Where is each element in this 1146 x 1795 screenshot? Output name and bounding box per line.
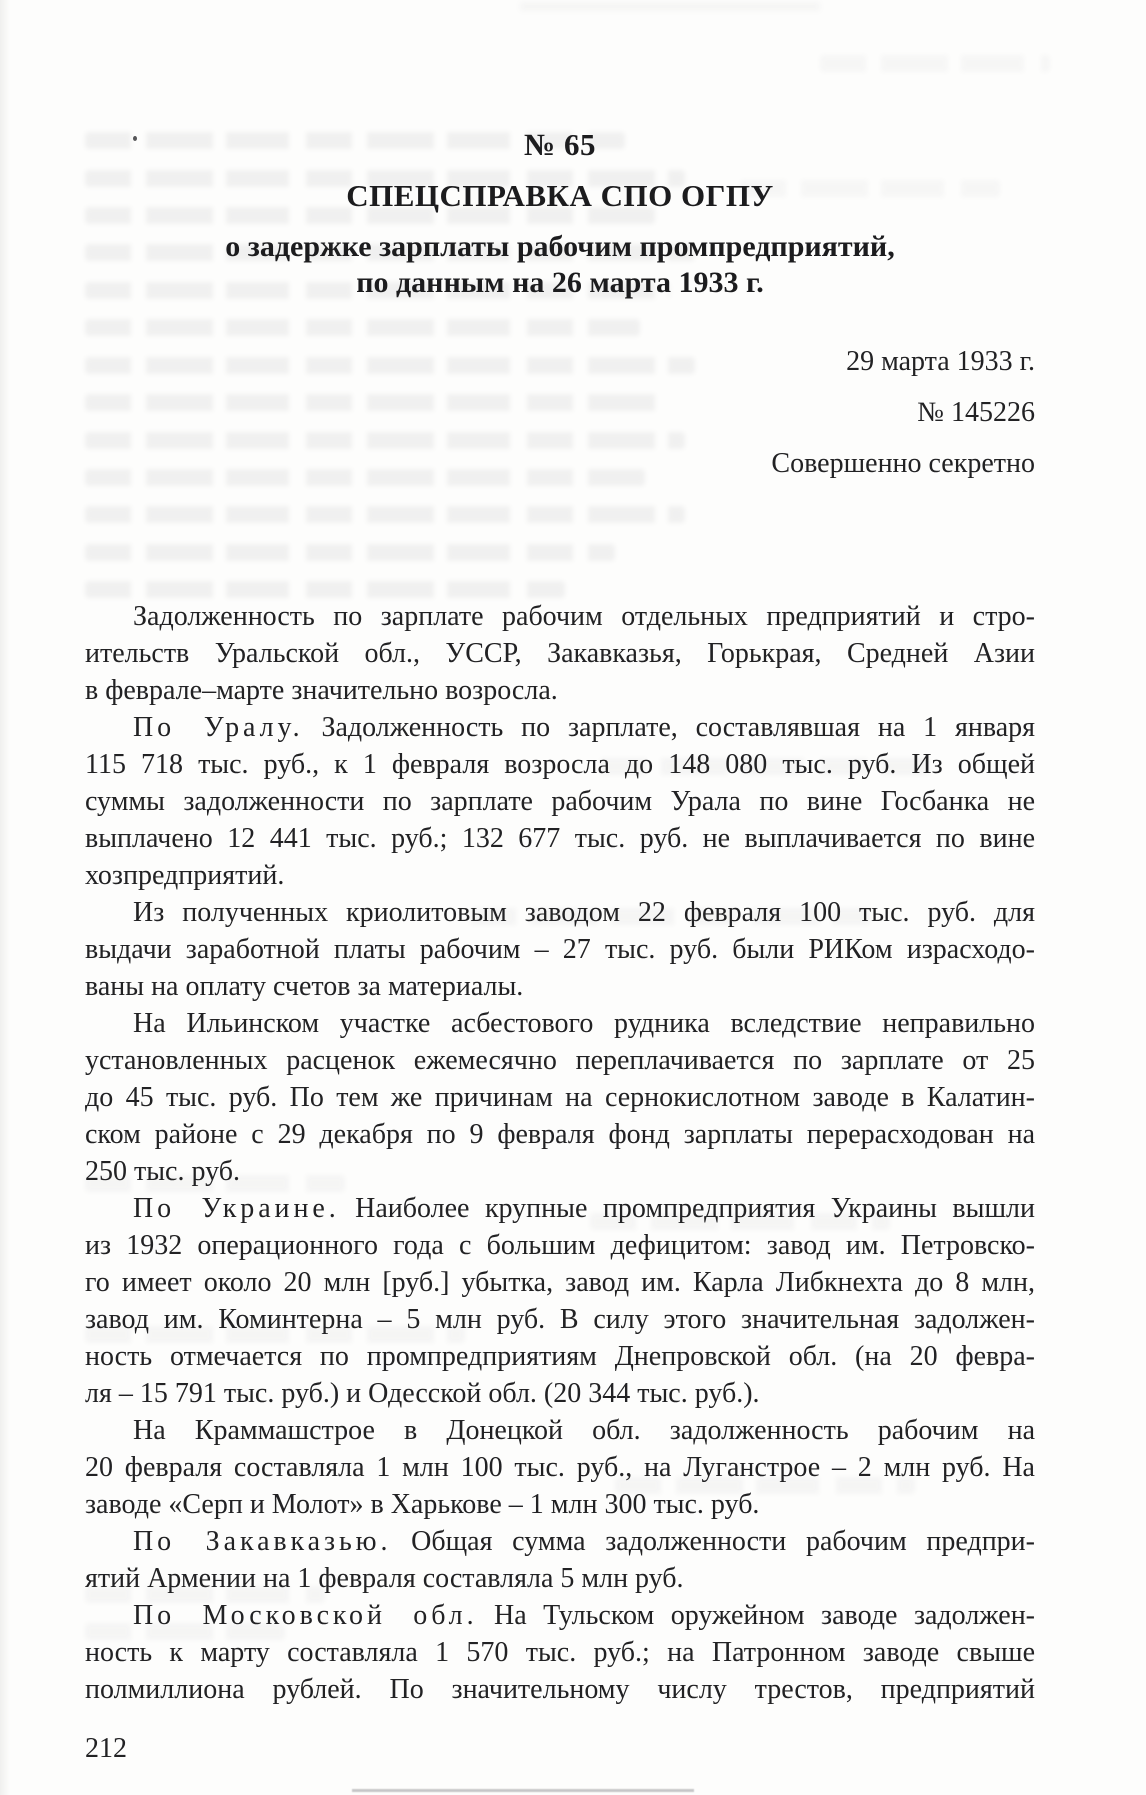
text-line: 115 718 тыс. руб., к 1 февраля возросла до 148 080 тыс. руб. Из общей (85, 749, 1035, 780)
text-line: го имеет около 20 млн [руб.] убытка, завод им. Карла Либкнехта до 8 млн, (85, 1267, 1035, 1298)
section-lead: По Украине. (133, 1193, 340, 1224)
text-line: ском районе с 29 декабря по 9 февраля фонд зарплаты перерасходован на (85, 1119, 1035, 1150)
text-line: По Закавказью. Общая сумма задолженности рабочим предпри- (133, 1526, 1035, 1557)
text-line: ность отмечается по промпредприятиям Днепровской обл. (на 20 февра- (85, 1341, 1035, 1372)
text-line: выдачи заработной платы рабочим – 27 тыс. руб. были РИКом израсходо- (85, 934, 1035, 965)
text-line: до 45 тыс. руб. По тем же причинам на сернокислотном заводе в Калатин- (85, 1082, 1035, 1113)
bleed-through-ghost-line (85, 544, 615, 561)
text-line: из 1932 операционного года с большим дефицитом: завод им. Петровско- (85, 1230, 1035, 1261)
text-line: По Московской обл. На Тульском оружейном заводе задолжен- (133, 1600, 1035, 1631)
bleed-through-ghost-line (85, 581, 565, 598)
section-lead: По Закавказью. (133, 1526, 392, 1557)
text-line: завод им. Коминтерна – 5 млн руб. В силу этого значительная задолжен- (85, 1304, 1035, 1335)
doc-subtitle-line1: о задержке зарплаты рабочим промпредприятий, (225, 230, 895, 263)
doc-subtitle (85, 229, 1035, 301)
section-lead: По Уралу. (133, 712, 304, 743)
doc-ref-number: № 145226 (917, 397, 1035, 428)
scan-edge-shading (0, 0, 10, 1795)
classification-stamp: Совершенно секретно (771, 448, 1035, 479)
doc-date: 29 марта 1933 г. (846, 346, 1035, 377)
text-line: На Краммашстрое в Донецкой обл. задолженность рабочим на (133, 1415, 1035, 1446)
text-line: ваны на оплату счетов за материалы. (85, 971, 524, 1002)
document-meta (85, 346, 1035, 499)
text-line: выплачено 12 441 тыс. руб.; 132 677 тыс. руб. не выплачивается по вине (85, 823, 1035, 854)
text-line: Задолженность по зарплате рабочим отдельных предприятий и стро- (133, 601, 1035, 632)
text-line: 20 февраля составляла 1 млн 100 тыс. руб., на Луганстрое – 2 млн руб. На (85, 1452, 1035, 1483)
text-line: ятий Армении на 1 февраля составляла 5 млн руб. (85, 1563, 684, 1594)
document-body (85, 598, 1035, 1708)
text-line: суммы задолженности по зарплате рабочим Урала по вине Госбанка не (85, 786, 1035, 817)
page-number: 212 (85, 1733, 127, 1764)
document-heading (85, 128, 1035, 301)
bleed-through-ghost-line (85, 319, 640, 336)
text-line: 250 тыс. руб. (85, 1156, 240, 1187)
text-line: в феврале–марте значительно возросла. (85, 675, 558, 706)
text-line: По Уралу. Задолженность по зарплате, составлявшая на 1 января (133, 712, 1035, 743)
text-line: По Украине. Наиболее крупные промпредприятия Украины вышли (133, 1193, 1035, 1224)
text-line: установленных расценок ежемесячно переплачивается по зарплате от 25 (85, 1045, 1035, 1076)
doc-title: СПЕЦСПРАВКА СПО ОГПУ (346, 178, 774, 213)
bleed-through-ghost-line (820, 55, 1050, 72)
text-line: хозпредприятий. (85, 860, 285, 891)
text-line: полмиллиона рублей. По значительному числу трестов, предприятий (85, 1674, 1035, 1705)
text-line: ность к марту составляла 1 570 тыс. руб.; на Патронном заводе свыше (85, 1637, 1035, 1668)
text-line: ля – 15 791 тыс. руб.) и Одесской обл. (20 344 тыс. руб.). (85, 1378, 760, 1409)
section-lead: По Московской обл. (133, 1600, 478, 1631)
scan-smudge (520, 2, 820, 11)
doc-subtitle-line2: по данным на 26 марта 1933 г. (356, 266, 764, 299)
text-line: Из полученных криолитовым заводом 22 февраля 100 тыс. руб. для (133, 897, 1035, 928)
text-line: заводе «Серп и Молот» в Харькове – 1 млн 300 тыс. руб. (85, 1489, 760, 1520)
text-line: ительств Уральской обл., УССР, Закавказья, Горькрая, Средней Азии (85, 638, 1035, 669)
doc-number: № 65 (524, 127, 596, 162)
bleed-through-ghost-line (85, 506, 685, 523)
bottom-scan-line (352, 1789, 694, 1792)
text-line: На Ильинском участке асбестового рудника вследствие неправильно (133, 1008, 1035, 1039)
